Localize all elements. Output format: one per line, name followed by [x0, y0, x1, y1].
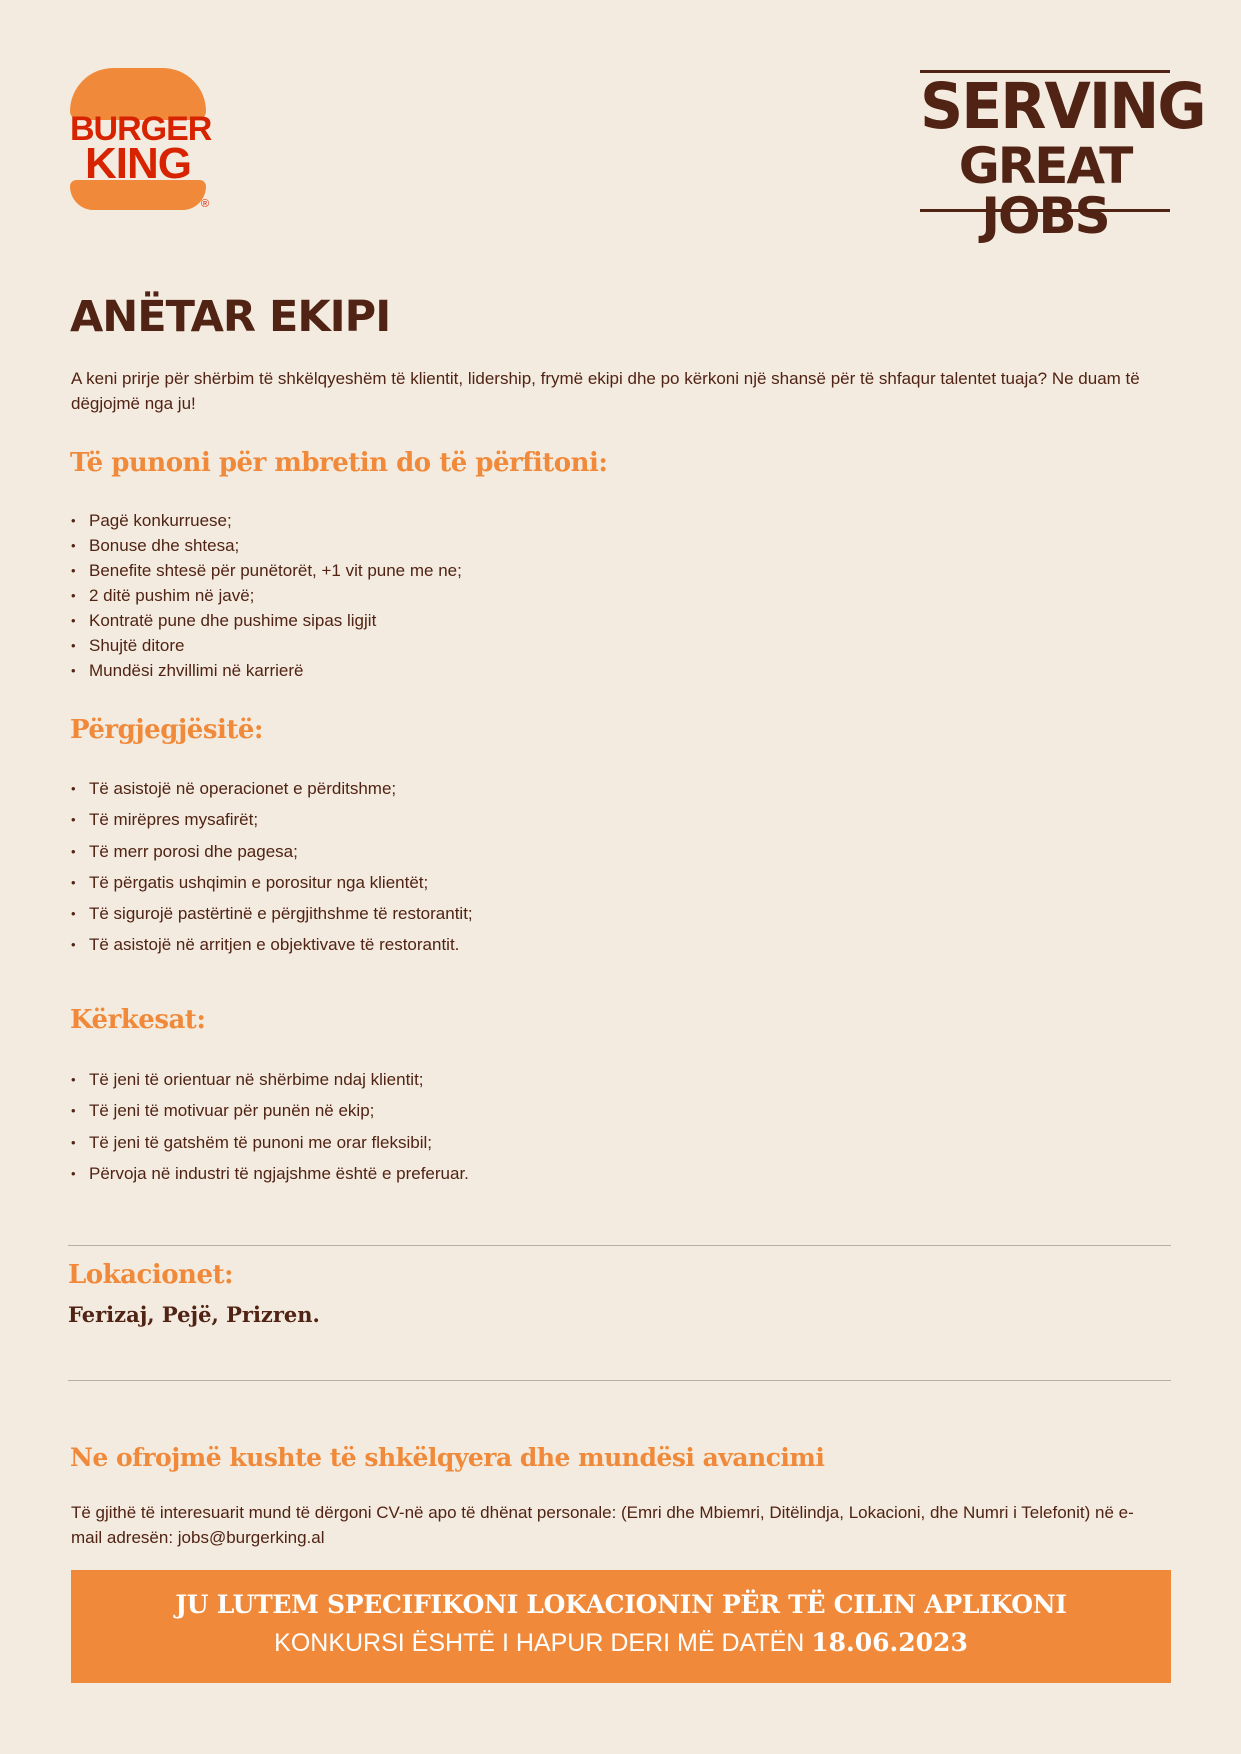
list-item: • Të sigurojë pastërtinë e përgjithshme të restorantit;	[71, 898, 473, 929]
logo-word-burger: BURGER	[70, 110, 212, 148]
intro-paragraph: A keni prirje për shërbim të shkëlqyeshëm të klientit, lidership, frymë ekipi dhe po kërkoni një shansë për të shfaqur talentet tuaja? Ne duam të dëgjojmë nga ju!	[71, 369, 1140, 413]
slogan-line-1: SERVING	[920, 70, 1205, 144]
list-item: • Mundësi zhvillimi në karrierë	[71, 658, 462, 683]
list-item: • Të merr porosi dhe pagesa;	[71, 836, 473, 867]
burger-king-logo	[70, 68, 216, 216]
list-item: • Të jeni të gatshëm të punoni me orar fleksibil;	[71, 1127, 469, 1158]
list-item: • Të jeni të motivuar për punën në ekip;	[71, 1095, 469, 1126]
requirements-heading: Kërkesat:	[70, 1005, 206, 1035]
responsibilities-heading: Përgjegjësitë:	[70, 715, 264, 745]
benefits-list	[71, 508, 462, 683]
responsibilities-list	[71, 773, 473, 961]
list-item: • 2 ditë pushim në javë;	[71, 583, 462, 608]
list-item: • Përvoja në industri të ngjajshme është e preferuar.	[71, 1158, 469, 1189]
banner-line-2	[71, 1628, 1171, 1658]
divider	[68, 1380, 1171, 1381]
slogan-serving-great-jobs	[920, 70, 1205, 245]
list-item: • Të përgatis ushqimin e porositur nga klientët;	[71, 867, 473, 898]
list-item: • Bonuse dhe shtesa;	[71, 533, 462, 558]
list-item: • Benefite shtesë për punëtorët, +1 vit pune me ne;	[71, 558, 462, 583]
registered-mark: ®	[201, 198, 210, 210]
requirements-list	[71, 1064, 469, 1189]
application-banner	[71, 1570, 1171, 1683]
list-item: • Të jeni të orientuar në shërbime ndaj klientit;	[71, 1064, 469, 1095]
list-item: • Kontratë pune dhe pushime sipas ligjit	[71, 608, 462, 633]
banner-line-1: JU LUTEM SPECIFIKONI LOKACIONIN PËR TË CILIN APLIKONI	[175, 1590, 1067, 1619]
page-title: ANËTAR EKIPI	[70, 292, 391, 342]
locations-label: Lokacionet:	[68, 1260, 234, 1290]
logo-word-king: KING	[85, 139, 191, 188]
list-item: • Të mirëpres mysafirët;	[71, 804, 473, 835]
benefits-heading: Të punoni për mbretin do të përfitoni:	[70, 448, 608, 478]
list-item: • Pagë konkurruese;	[71, 508, 462, 533]
slogan-line-2: GREAT JOBS	[958, 137, 1132, 245]
banner-deadline-date: 18.06.2023	[811, 1628, 968, 1657]
list-item: • Të asistojë në arritjen e objektivave të restorantit.	[71, 929, 473, 960]
offer-text: Të gjithë të interesuarit mund të dërgoni CV-në apo të dhënat personale: (Emri dhe Mbiemri, Ditëlindja, Lokacioni, dhe Numri i Telefonit) në e-mail adresën: jobs@burgerking.al	[71, 1503, 1134, 1547]
list-item: • Të asistojë në operacionet e përditshme;	[71, 773, 473, 804]
banner-deadline-prefix: KONKURSI ËSHTË I HAPUR DERI MË DATËN	[274, 1629, 812, 1657]
list-item: • Shujtë ditore	[71, 633, 462, 658]
locations-values: Ferizaj, Pejë, Prizren.	[68, 1302, 320, 1327]
offer-heading: Ne ofrojmë kushte të shkëlqyera dhe mundësi avancimi	[70, 1443, 825, 1472]
divider	[68, 1245, 1171, 1246]
